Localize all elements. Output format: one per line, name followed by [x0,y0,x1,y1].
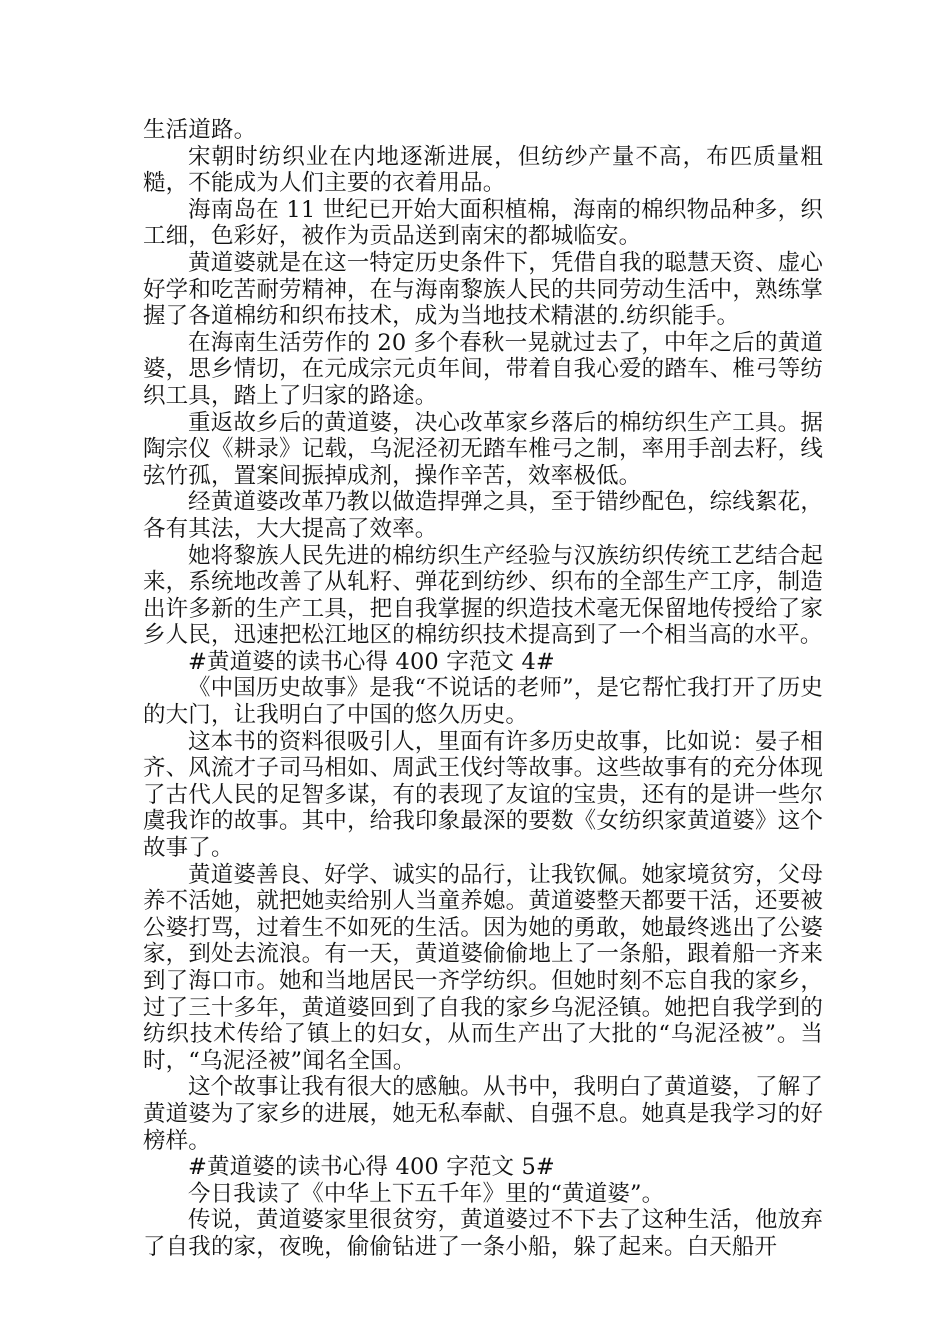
paragraph: 黄道婆就是在这一特定历史条件下，凭借自我的聪慧天资、虚心好学和吃苦耐劳精神，在与海南黎族人民的共同劳动生活中，熟练掌握了各道棉纺和织布技术，成为当地技术精湛的.纺织能手。 [143,249,823,330]
paragraph: 她将黎族人民先进的棉纺织生产经验与汉族纺织传统工艺结合起来，系统地改善了从轧籽、弹花到纺纱、织布的全部生产工序，制造出许多新的生产工具，把自我掌握的织造技术毫无保留地传授给了家乡人民，迅速把松江地区的棉纺织技术提高到了一个相当高的水平。 [143,542,823,649]
paragraph: 在海南生活劳作的 20 多个春秋一晃就过去了，中年之后的黄道婆，思乡情切，在元成宗元贞年间，带着自我心爱的踏车、椎弓等纺织工具，踏上了归家的路途。 [143,329,823,409]
paragraph: 经黄道婆改革乃教以做造捍弹之具，至于错纱配色，综线絮花，各有其法，大大提高了效率。 [143,489,823,542]
section-heading: #黄道婆的读书心得 400 字范文 4# [188,648,555,675]
paragraph: 这本书的资料很吸引人，里面有许多历史故事，比如说：晏子相齐、风流才子司马相如、周武王伐纣等故事。这些故事有的充分体现了古代人民的足智多谋，有的表现了友谊的宝贵，还有的是讲一些尔虞我诈的故事。其中，给我印象最深的要数《女纺织家黄道婆》这个故事了。 [143,728,823,862]
document-body [143,117,823,1261]
paragraph: 宋朝时纺织业在内地逐渐进展，但纺纱产量不高，布匹质量粗糙，不能成为人们主要的衣着用品。 [143,143,823,197]
paragraph: 传说，黄道婆家里很贫穷，黄道婆过不下去了这种生活，他放弃了自我的家，夜晚，偷偷钻进了一条小船，躲了起来。白天船开 [143,1207,823,1260]
paragraph: 重返故乡后的黄道婆，决心改革家乡落后的棉纺织生产工具。据陶宗仪《耕录》记载，乌泥泾初无踏车椎弓之制，率用手剖去籽，线弦竹孤，置案间振掉成剂，操作辛苦，效率极低。 [143,409,823,489]
section-heading: #黄道婆的读书心得 400 字范文 5# [188,1154,555,1181]
paragraph: 今日我读了《中华上下五千年》里的“黄道婆”。 [188,1180,665,1207]
paragraph: 海南岛在 11 世纪已开始大面积植棉，海南的棉织物品种多，织工细，色彩好，被作为贡品送到南宋的都城临安。 [143,196,823,250]
paragraph: 这个故事让我有很大的感触。从书中，我明白了黄道婆，了解了黄道婆为了家乡的进展，她无私奉献、自强不息。她真是我学习的好榜样。 [143,1074,823,1154]
paragraph: 《中国历史故事》是我“不说话的老师”，是它帮忙我打开了历史的大门，让我明白了中国的悠久历史。 [143,675,823,729]
paragraph: 生活道路。 [143,117,257,143]
paragraph: 黄道婆善良、好学、诚实的品行，让我钦佩。她家境贫穷，父母养不活她，就把她卖给别人当童养媳。黄道婆整天都要干活，还要被公婆打骂，过着生不如死的生活。因为她的勇敢，她最终逃出了公婆家，到处去流浪。有一天，黄道婆偷偷地上了一条船，跟着船一齐来到了海口市。她和当地居民一齐学纺织。但她时刻不忘自我的家乡，过了三十多年，黄道婆回到了自我的家乡乌泥泾镇。她把自我学到的纺织技术传给了镇上的妇女，从而生产出了大批的“乌泥泾被”。当时，“乌泥泾被”闻名全国。 [143,861,823,1074]
